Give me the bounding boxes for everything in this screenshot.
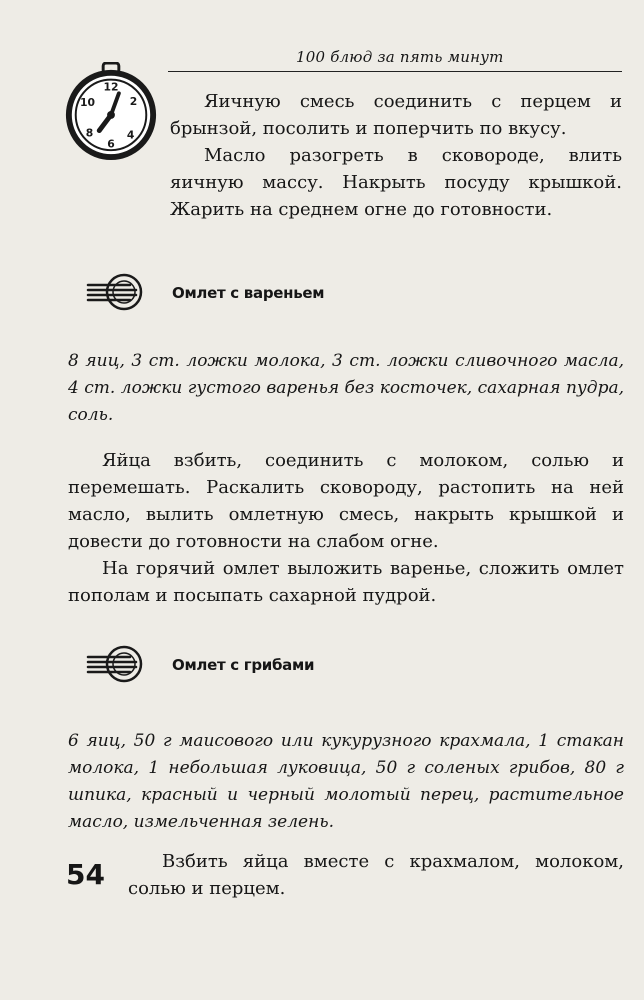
recipe-instructions <box>68 447 624 609</box>
clock-numeral-8: 8 <box>85 126 94 140</box>
running-header: 100 блюд за пять минут <box>296 48 504 66</box>
plate-with-cutlery-icon <box>86 272 150 312</box>
recipe-instructions <box>128 848 624 902</box>
recipe-paragraph: На горячий омлет выложить варенье, сложить омлет пополам и посыпать сахарной пудрой. <box>68 558 624 606</box>
clock-numeral-2: 2 <box>129 95 138 109</box>
recipe-title: Омлет с грибами <box>172 656 315 674</box>
clock-numeral-12: 12 <box>103 80 119 94</box>
page-number: 54 <box>66 858 105 891</box>
clock-numeral-4: 4 <box>126 128 135 142</box>
recipe-title: Омлет с вареньем <box>172 284 325 302</box>
clock-numeral-10: 10 <box>79 96 95 110</box>
intro-paragraph: Яичную смесь соединить с перцем и брынзой, посолить и поперчить по вкусу. <box>170 91 622 139</box>
recipe-paragraph: Яйца взбить, соединить с молоком, солью и перемешать. Раскалить сковороду, растопить на ней масло, вылить омлетную смесь, накрыть крышкой и довести до готовности на слабом огне. <box>68 450 624 552</box>
recipe-ingredients: 8 яиц, 3 ст. ложки молока, 3 ст. ложки сливочного масла, 4 ст. ложки густого варенья без косточек, сахарная пудра, соль. <box>68 351 624 425</box>
header-rule <box>168 71 622 72</box>
intro-paragraph: Масло разогреть в сковороде, влить яичную массу. Накрыть посуду крышкой. Жарить на среднем огне до готовности. <box>170 145 622 220</box>
recipe-paragraph: Взбить яйца вместе с крахмалом, молоком, солью и перцем. <box>128 851 624 899</box>
intro-text <box>170 88 622 223</box>
recipe-ingredients: 6 яиц, 50 г маисового или кукурузного крахмала, 1 стакан молока, 1 небольшая луковица, 50 г соленых грибов, 80 г шпика, красный и черный молотый перец, растительное масло, измельченная зелень. <box>68 731 624 832</box>
clock-numeral-6: 6 <box>107 137 115 151</box>
alarm-clock-icon <box>62 62 160 160</box>
plate-with-cutlery-icon <box>86 644 150 684</box>
